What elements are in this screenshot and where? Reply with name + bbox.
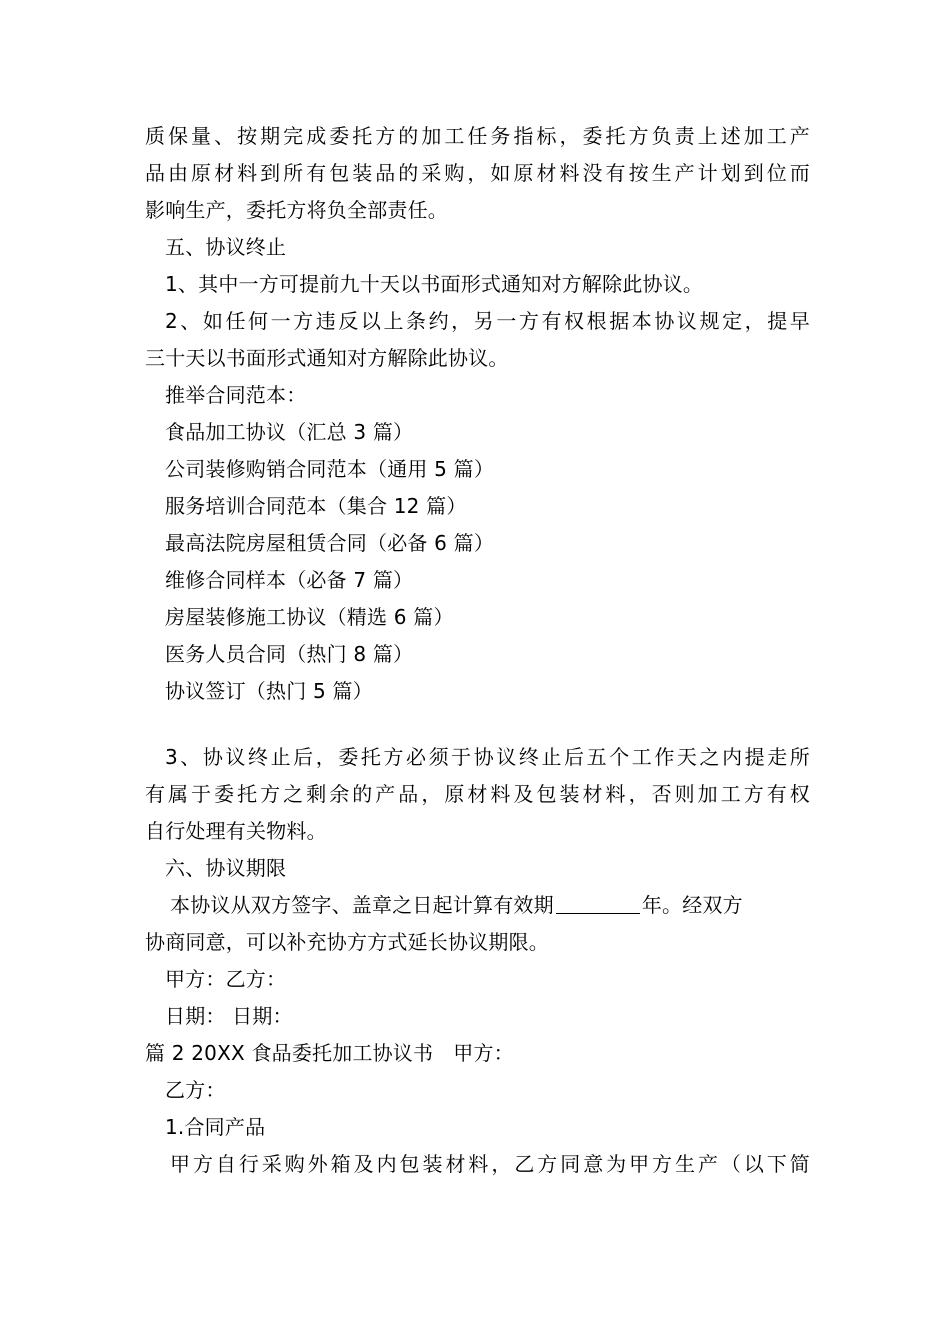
clause-item-continuation: 有属于委托方之剩余的产品，原材料及包装材料，否则加工方有权 [145,782,810,806]
article-title-line [145,1035,810,1072]
paragraph-line: 影响生产，委托方将负全部责任。 [145,198,448,222]
recommend-link[interactable]: 公司装修购销合同范本（通用 5 篇） [165,457,495,481]
clause-item: 2、如任何一方违反以上条约，另一方有权根据本协议规定，提早 [165,309,810,333]
recommend-link[interactable]: 食品加工协议（汇总 3 篇） [165,420,414,444]
term-line-continuation: 协商同意，可以补充协方方式延长协议期限。 [145,930,549,954]
section-heading: 五、协议终止 [165,235,287,259]
party-signature-line: 甲方：乙方： [165,967,287,991]
term-text-part2: 年。经双方 [641,893,743,917]
recommend-link[interactable]: 服务培训合同范本（集合 12 篇） [165,494,467,518]
recommend-link[interactable]: 协议签订（热门 5 篇） [165,679,373,703]
recommend-heading: 推举合同范本： [165,383,307,407]
party-a-label: 甲方： [453,1041,514,1065]
clause-item-continuation: 三十天以书面形式通知对方解除此协议。 [145,346,509,370]
article-title: 篇 2 20XX 食品委托加工协议书 [145,1041,434,1065]
clause-item: 3、协议终止后，委托方必须于协议终止后五个工作天之内提走所 [165,745,810,769]
date-signature-line: 日期： 日期： [165,1004,293,1028]
recommend-link[interactable]: 最高法院房屋租赁合同（必备 6 篇） [165,531,495,555]
clause-heading: 1.合同产品 [165,1115,266,1139]
paragraph-line: 品由原材料到所有包装品的采购，如原材料没有按生产计划到位而 [145,161,810,185]
recommend-link[interactable]: 房屋装修施工协议（精选 6 篇） [165,605,454,629]
section-heading: 六、协议期限 [165,856,287,880]
term-line [145,887,810,924]
party-b-label: 乙方： [165,1078,226,1102]
document-body [145,118,810,1183]
term-text-part1: 本协议从双方签字、盖章之日起计算有效期 [170,893,554,917]
paragraph-line: 质保量、按期完成委托方的加工任务指标，委托方负责上述加工产 [145,124,810,148]
recommend-link[interactable]: 医务人员合同（热门 8 篇） [165,642,414,666]
clause-item-continuation: 自行处理有关物料。 [145,819,327,843]
clause-text: 甲方自行采购外箱及内包装材料，乙方同意为甲方生产（以下简 [170,1152,810,1176]
clause-item: 1、其中一方可提前九十天以书面形式通知对方解除此协议。 [165,272,704,296]
recommend-link[interactable]: 维修合同样本（必备 7 篇） [165,568,414,592]
fill-in-blank [556,893,640,914]
blank-gap [145,710,810,739]
